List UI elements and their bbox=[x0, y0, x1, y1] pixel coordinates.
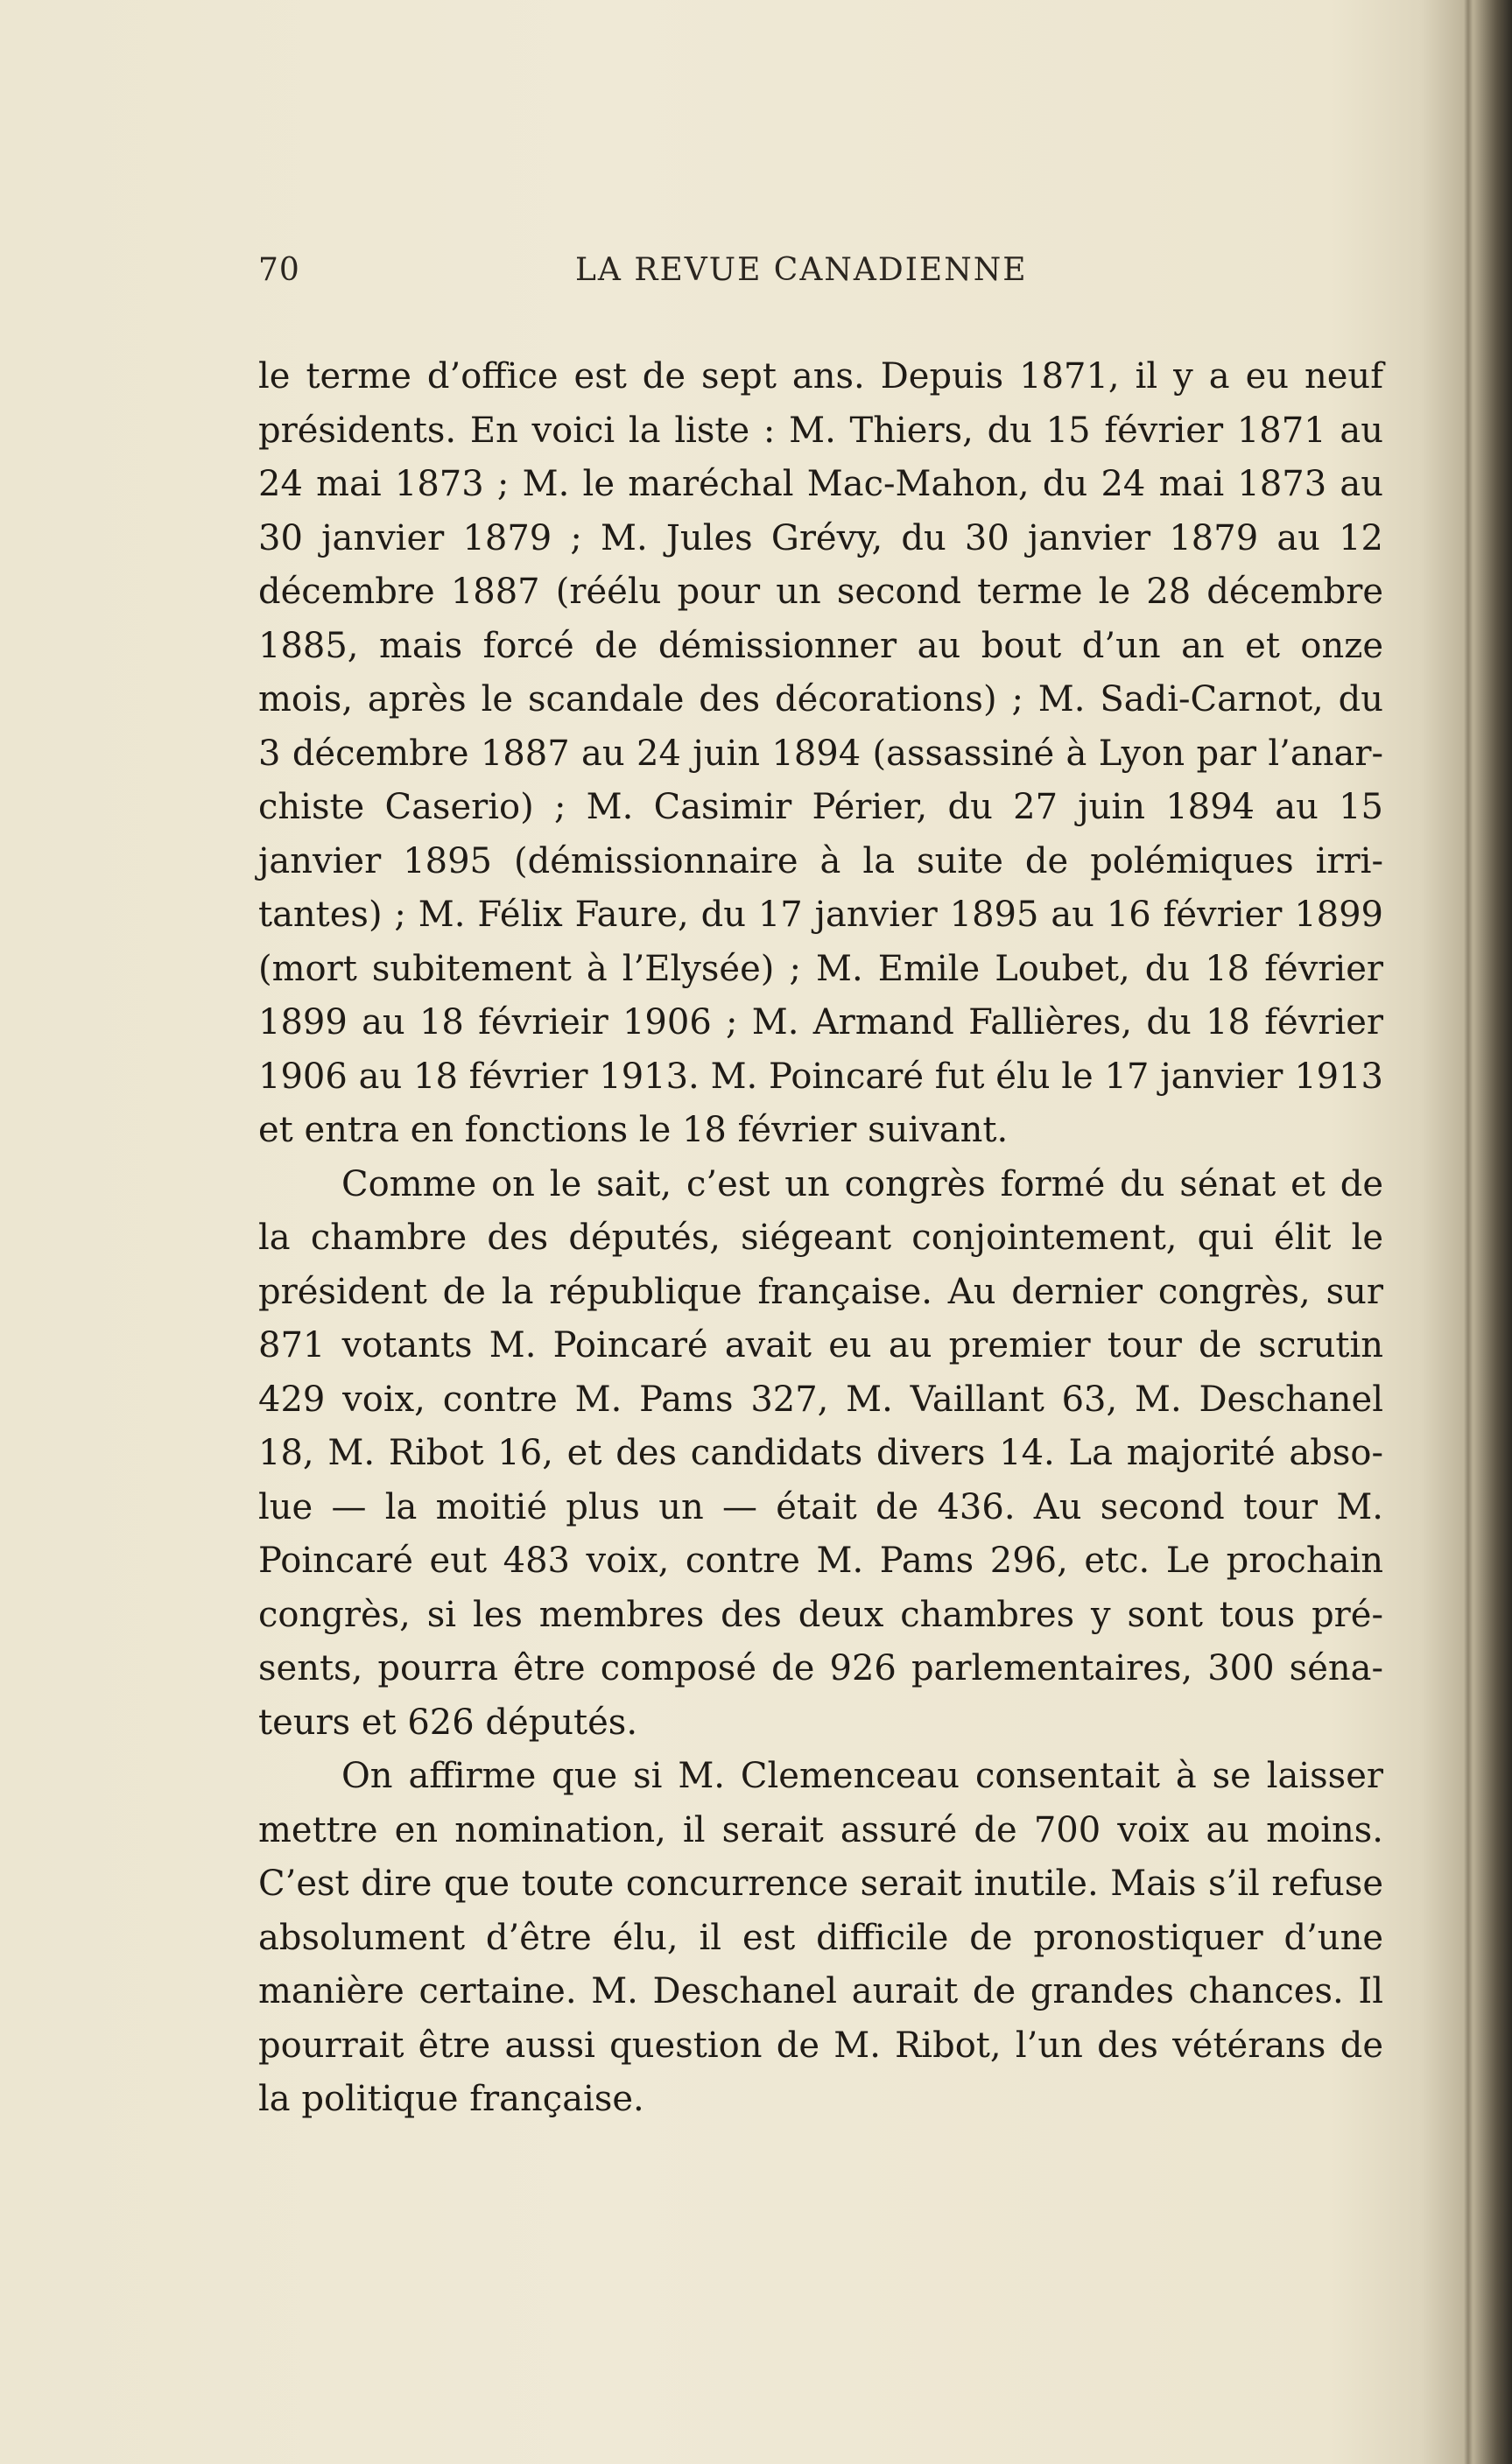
page-edge-shadow bbox=[1464, 0, 1473, 2464]
running-head: LA REVUE CANADIENNE bbox=[575, 252, 1028, 288]
body-text bbox=[258, 350, 1383, 2127]
page-number: 70 bbox=[258, 252, 300, 288]
paragraph-congress-vote: Comme on le sait, c’est un congrès formé du sénat et de la chambre des députés, siégeant conjointement, qui élit le président de la république française. Au dernier congrès, sur 871 votants M. Poincaré avait eu au premier tour de scrutin 429 voix, contre M. Pams 327, M. Vaillant 63, M. Deschanel 18, M. Ribot 16, et des candidats divers 14. La majorité absolue — la moitié plus un — était de 436. Au second tour M. Poincaré eut 483 voix, contre M. Pams 296, etc. Le prochain congrès, si les membres des deux chambres y sont tous présents, pourra être composé de 926 parlementaires, 300 sénateurs et 626 députés. bbox=[258, 1163, 1383, 1743]
page-header bbox=[258, 252, 1388, 296]
paragraph-presidents-list: le terme d’office est de sept ans. Depuis 1871, il y a eu neuf présidents. En voici la liste : M. Thiers, du 15 février 1871 au 24 mai 1873 ; M. le maréchal Mac-Mahon, du 24 mai 1873 au 30 janvier 1879 ; M. Jules Grévy, du 30 janvier 1879 au 12 décembre 1887 (réélu pour un second terme le 28 décembre 1885, mais forcé de démissionner au bout d’un an et onze mois, après le scandale des décorations) ; M. Sadi-Carnot, du 3 décembre 1887 au 24 juin 1894 (assassiné à Lyon par l’anarchiste Caserio) ; M. Casimir Périer, du 27 juin 1894 au 15 janvier 1895 (démissionnaire à la suite de polémiques irritantes) ; M. Félix Faure, du 17 janvier 1895 au 16 février 1899 (mort subitement à l’Elysée) ; M. Emile Loubet, du 18 février 1899 au 18 févrieir 1906 ; M. Armand Fallières, du 18 février 1906 au 18 février 1913. M. Poincaré fut élu le 17 janvier 1913 et entra en fonctions le 18 février suivant. bbox=[258, 356, 1383, 1150]
paragraph-clemenceau: On affirme que si M. Clemenceau consentait à se laisser mettre en nomination, il serait assuré de 700 voix au moins. C’est dire que toute concurrence serait inutile. Mais s’il refuse absolument d’être élu, il est difficile de pronostiquer d’une manière certaine. M. Deschanel aurait de grandes chances. Il pourrait être aussi question de M. Ribot, l’un des vétérans de la politique française. bbox=[258, 1756, 1383, 2119]
